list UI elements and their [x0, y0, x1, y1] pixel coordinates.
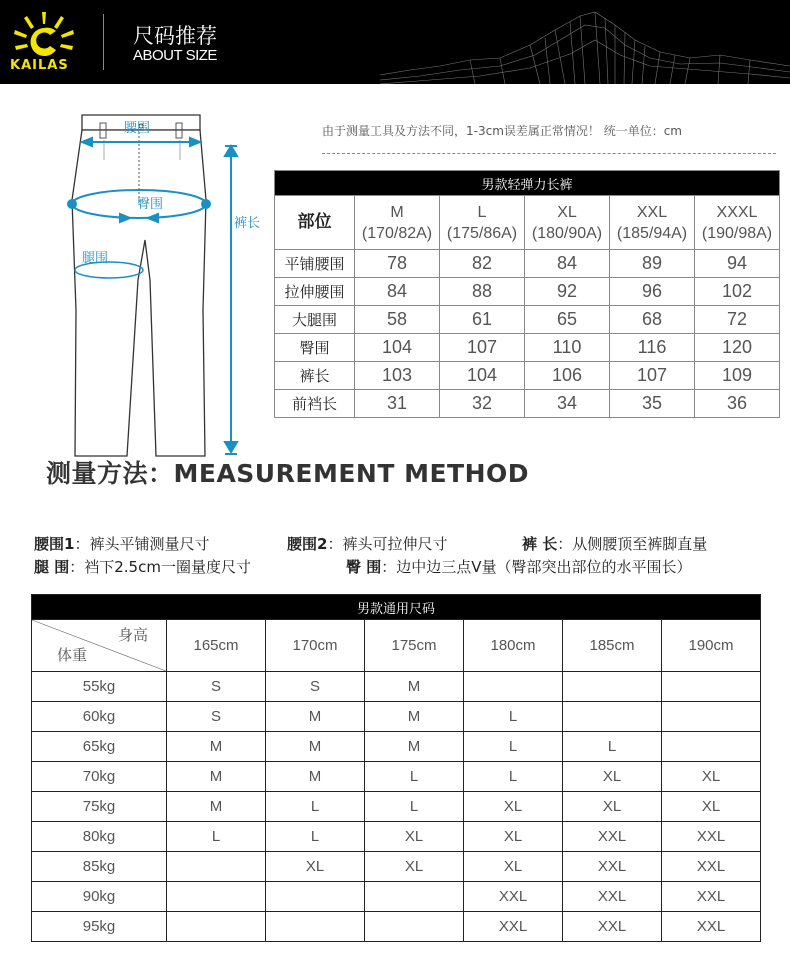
part-header: 部位	[275, 196, 355, 250]
table-cell: L	[563, 732, 662, 762]
size-table-caption: 男款轻弹力长裤	[275, 171, 780, 196]
size-label: M	[390, 203, 404, 221]
weight-label: 85kg	[32, 852, 167, 882]
method-item-hip: 臀 围：边中边三点V量（臀部突出部位的水平围长）	[346, 558, 692, 576]
table-cell	[167, 882, 266, 912]
table-cell: L	[365, 762, 464, 792]
weight-label: 65kg	[32, 732, 167, 762]
hip-label: 臀围	[137, 197, 164, 212]
table-cell: XXL	[563, 912, 662, 942]
header-divider	[103, 14, 104, 70]
table-cell: 84	[525, 250, 610, 278]
table-cell: 72	[695, 306, 780, 334]
wireframe-mountain-graphic	[380, 0, 790, 84]
table-cell: M	[167, 732, 266, 762]
table-cell: XL	[464, 792, 563, 822]
size-label: L	[477, 203, 487, 221]
size-column-header	[525, 196, 610, 250]
table-row	[32, 852, 761, 882]
table-cell: 94	[695, 250, 780, 278]
height-column-header: 170cm	[266, 620, 365, 672]
thigh-label: 腿围	[82, 251, 109, 266]
general-size-table	[31, 594, 761, 942]
table-cell: XXL	[662, 882, 761, 912]
table-cell: 36	[695, 390, 780, 418]
size-label: XXXL	[716, 203, 758, 221]
table-cell: 104	[355, 334, 440, 362]
table-cell: XXL	[464, 882, 563, 912]
table-cell: 120	[695, 334, 780, 362]
size-column-header	[355, 196, 440, 250]
row-label: 平铺腰围	[275, 250, 355, 278]
table-cell: 84	[355, 278, 440, 306]
table-cell: 107	[610, 362, 695, 390]
table-cell: XXL	[662, 822, 761, 852]
table-cell	[365, 912, 464, 942]
table-cell	[365, 882, 464, 912]
page-title: 尺码推荐	[133, 24, 217, 48]
size-spec: (185/94A)	[616, 224, 688, 242]
table-cell: M	[365, 702, 464, 732]
table-cell: 32	[440, 390, 525, 418]
size-spec: (180/90A)	[531, 224, 603, 242]
table-row	[275, 390, 780, 418]
table-cell: M	[266, 762, 365, 792]
table-row	[32, 792, 761, 822]
general-table-caption: 男款通用尺码	[32, 595, 761, 620]
page-subtitle: ABOUT SIZE	[133, 47, 217, 64]
measurement-note: 由于测量工具及方法不同，1-3cm误差属正常情况！ 统一单位：cm	[322, 124, 682, 138]
table-cell: 34	[525, 390, 610, 418]
measurement-method-title: 测量方法：MEASUREMENT METHOD	[46, 459, 530, 488]
table-cell: 78	[355, 250, 440, 278]
table-cell: 109	[695, 362, 780, 390]
table-cell: S	[167, 672, 266, 702]
table-cell: S	[167, 702, 266, 732]
table-cell: 68	[610, 306, 695, 334]
table-cell: 82	[440, 250, 525, 278]
method-item-thigh: 腿 围：裆下2.5cm一圈量度尺寸	[34, 558, 251, 576]
table-cell: L	[167, 822, 266, 852]
height-column-header: 180cm	[464, 620, 563, 672]
table-row	[32, 702, 761, 732]
table-cell: L	[464, 762, 563, 792]
table-cell: XL	[365, 852, 464, 882]
table-cell: L	[266, 822, 365, 852]
table-cell: 116	[610, 334, 695, 362]
table-cell: 110	[525, 334, 610, 362]
dashed-divider	[322, 153, 776, 154]
table-cell: M	[266, 702, 365, 732]
height-column-header: 190cm	[662, 620, 761, 672]
table-cell: 106	[525, 362, 610, 390]
table-row	[32, 912, 761, 942]
size-label: XXL	[636, 203, 668, 221]
table-row	[32, 672, 761, 702]
header-banner	[0, 0, 790, 84]
weight-label: 80kg	[32, 822, 167, 852]
method-item-waist2: 腰围2：裤头可拉伸尺寸	[287, 535, 448, 553]
table-cell: 89	[610, 250, 695, 278]
waist-label: 腰围	[124, 121, 151, 136]
table-cell: M	[266, 732, 365, 762]
table-row	[32, 822, 761, 852]
table-row	[275, 250, 780, 278]
table-cell: XXL	[662, 912, 761, 942]
table-cell	[563, 672, 662, 702]
table-cell	[563, 702, 662, 732]
table-cell: 61	[440, 306, 525, 334]
weight-label: 70kg	[32, 762, 167, 792]
diagonal-header-cell	[32, 620, 167, 672]
size-spec: (170/82A)	[361, 224, 433, 242]
table-row	[275, 306, 780, 334]
table-cell	[662, 702, 761, 732]
table-cell: 107	[440, 334, 525, 362]
table-cell: 104	[440, 362, 525, 390]
height-axis-label: 身高	[117, 626, 148, 644]
size-column-header	[440, 196, 525, 250]
table-cell: XXL	[563, 852, 662, 882]
table-cell: XXL	[662, 852, 761, 882]
size-column-header	[695, 196, 780, 250]
table-cell: M	[365, 732, 464, 762]
weight-label: 95kg	[32, 912, 167, 942]
brand-name: KAILAS	[10, 58, 69, 73]
table-cell: XL	[464, 822, 563, 852]
table-cell: 102	[695, 278, 780, 306]
table-cell: XL	[662, 762, 761, 792]
pants-size-table	[274, 170, 780, 418]
table-cell: 92	[525, 278, 610, 306]
table-cell: XL	[563, 762, 662, 792]
table-cell	[266, 912, 365, 942]
weight-label: 90kg	[32, 882, 167, 912]
size-spec: (190/98A)	[701, 224, 773, 242]
table-cell: XL	[563, 792, 662, 822]
table-cell	[464, 672, 563, 702]
table-cell: XXL	[563, 822, 662, 852]
table-cell: L	[464, 732, 563, 762]
table-row	[275, 362, 780, 390]
table-cell: XXL	[563, 882, 662, 912]
table-row	[32, 732, 761, 762]
row-label: 大腿围	[275, 306, 355, 334]
table-row	[275, 334, 780, 362]
table-cell	[662, 732, 761, 762]
row-label: 裤长	[275, 362, 355, 390]
table-cell: 103	[355, 362, 440, 390]
table-cell: M	[167, 762, 266, 792]
table-cell: L	[365, 792, 464, 822]
row-label: 臀围	[275, 334, 355, 362]
weight-label: 60kg	[32, 702, 167, 732]
pants-measurement-diagram	[60, 110, 280, 460]
weight-axis-label: 体重	[57, 646, 88, 664]
table-row	[32, 762, 761, 792]
table-cell: 65	[525, 306, 610, 334]
table-cell: S	[266, 672, 365, 702]
weight-label: 75kg	[32, 792, 167, 822]
table-row	[275, 278, 780, 306]
method-item-length: 裤 长：从侧腰顶至裤脚直量	[522, 535, 708, 553]
weight-label: 55kg	[32, 672, 167, 702]
table-cell	[266, 882, 365, 912]
row-label: 前裆长	[275, 390, 355, 418]
height-column-header: 175cm	[365, 620, 464, 672]
length-label: 裤长	[234, 216, 261, 231]
table-cell: L	[464, 702, 563, 732]
table-cell: XL	[266, 852, 365, 882]
table-cell: M	[365, 672, 464, 702]
size-spec: (175/86A)	[446, 224, 518, 242]
table-cell	[662, 672, 761, 702]
method-item-waist1: 腰围1：裤头平铺测量尺寸	[34, 535, 210, 553]
size-label: XL	[557, 203, 577, 221]
size-column-header	[610, 196, 695, 250]
table-cell: 31	[355, 390, 440, 418]
row-label: 拉伸腰围	[275, 278, 355, 306]
table-cell: 88	[440, 278, 525, 306]
table-cell: XL	[365, 822, 464, 852]
table-cell: XL	[662, 792, 761, 822]
table-cell	[167, 912, 266, 942]
table-cell: XL	[464, 852, 563, 882]
table-row	[32, 882, 761, 912]
table-cell: 96	[610, 278, 695, 306]
table-cell: XXL	[464, 912, 563, 942]
height-column-header: 185cm	[563, 620, 662, 672]
table-cell: M	[167, 792, 266, 822]
table-cell: 58	[355, 306, 440, 334]
table-cell: 35	[610, 390, 695, 418]
table-cell: L	[266, 792, 365, 822]
height-column-header: 165cm	[167, 620, 266, 672]
table-cell	[167, 852, 266, 882]
